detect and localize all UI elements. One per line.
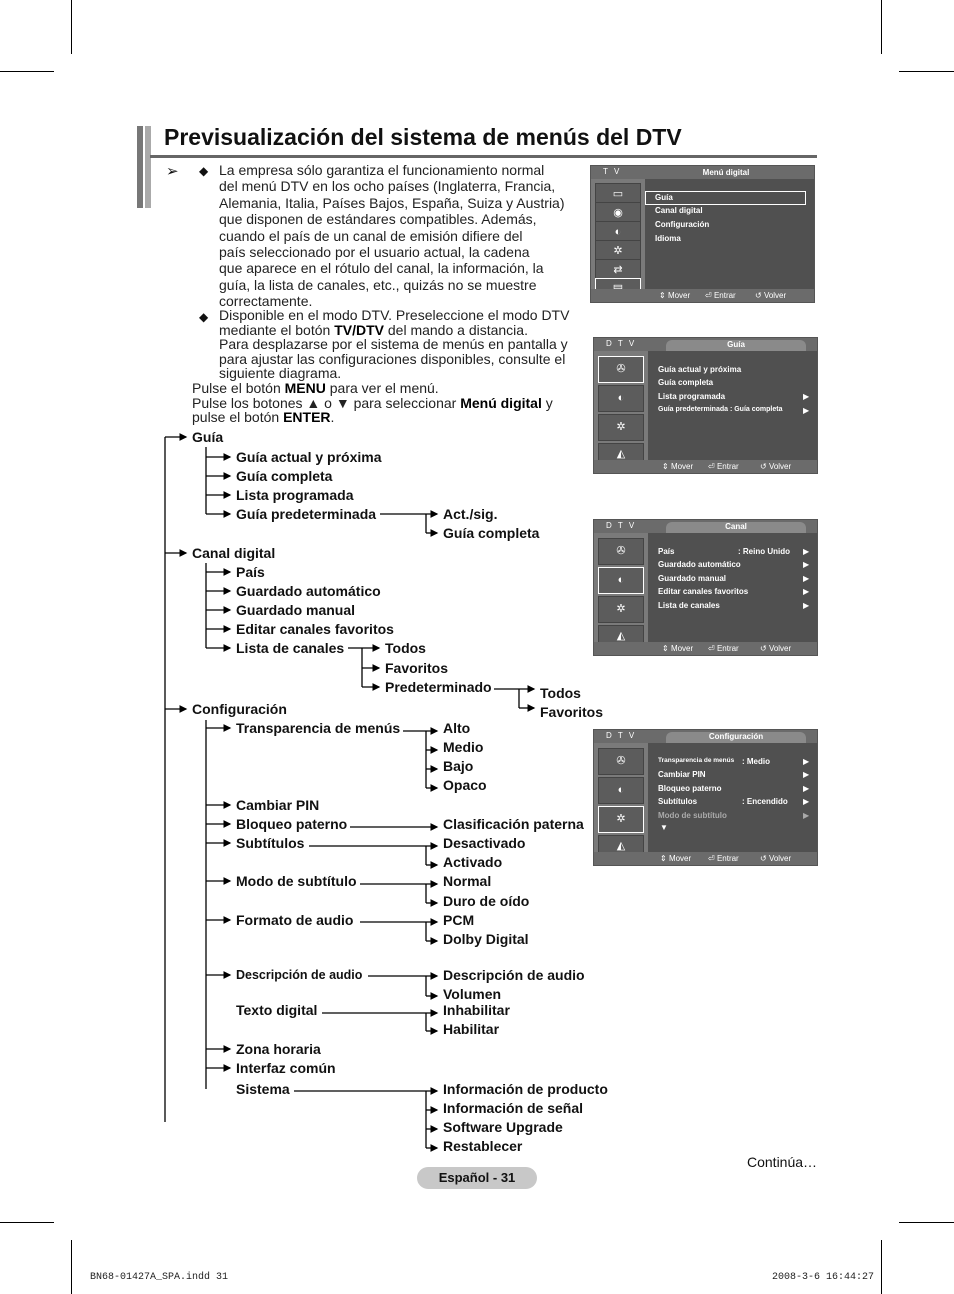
tree-option: Restablecer xyxy=(443,1138,523,1154)
setup-icon: ✲ xyxy=(595,240,641,262)
screen-item[interactable]: Configuración xyxy=(655,220,710,229)
tree-option: Act./sig. xyxy=(443,506,498,522)
tree-option: Software Upgrade xyxy=(443,1119,563,1135)
tree-option: Clasificación paterna xyxy=(443,816,584,832)
tree-canal-item: País xyxy=(236,564,265,580)
intro-bold: TV/DTV xyxy=(334,321,384,338)
move-hint: ⇕ Mover xyxy=(659,291,691,300)
tree-config-item: Zona horaria xyxy=(236,1041,321,1057)
screen-caption: Menú digital xyxy=(702,168,750,177)
intro-line: que aparece en el rótulo del canal, la información, la xyxy=(219,260,544,277)
tree-guia-item: Guía actual y próxima xyxy=(236,449,382,465)
enter-hint: ⏎ Entrar xyxy=(705,291,736,300)
page-number-badge: Español - 31 xyxy=(417,1167,537,1189)
screen-main xyxy=(648,743,817,852)
screen-item[interactable]: Editar canales favoritos xyxy=(658,587,749,596)
submenu-arrow-icon: ▶ xyxy=(803,784,810,793)
submenu-arrow-icon: ▶ xyxy=(803,587,810,596)
screen-mode-tag: D T V xyxy=(606,731,637,740)
enter-label: Entrar xyxy=(716,854,739,863)
continua-label: Continúa… xyxy=(747,1154,818,1170)
tree-config-item: Bloqueo paterno xyxy=(236,816,348,832)
tree-guia-item: Guía completa xyxy=(236,468,333,484)
move-label: Mover xyxy=(667,291,691,300)
screen-item[interactable]: País xyxy=(658,547,675,556)
bullet-diamond-icon: ◆ xyxy=(199,310,209,324)
intro-text: . xyxy=(330,409,335,426)
intro-bold: ENTER xyxy=(283,409,331,426)
tree-canal-digital: Canal digital xyxy=(192,545,276,561)
return-hint: ↺ Volver xyxy=(755,291,787,300)
submenu-arrow-icon: ▶ xyxy=(803,797,810,806)
intro-line: que disponen de estándares compatibles. Además, xyxy=(219,211,537,228)
intro-line: Alemania, Italia, Países Bajos, España, Suiza y Austria) xyxy=(219,194,565,211)
channel-icon: ◐ xyxy=(598,777,644,804)
tree-option: Favoritos xyxy=(385,660,449,676)
return-label: Volver xyxy=(763,291,787,300)
screen-item[interactable]: Lista programada xyxy=(658,392,726,401)
intro-text: Pulse los botones ▲ o ▼ para seleccionar xyxy=(192,394,461,411)
more-down-icon: ▼ xyxy=(660,823,668,832)
tree-option: Favoritos xyxy=(540,704,604,720)
guide-icon: ✇ xyxy=(598,538,644,565)
screen-item[interactable]: Cambiar PIN xyxy=(658,770,706,779)
screen-item[interactable]: Guía actual y próxima xyxy=(658,365,742,374)
screen-caption: Canal xyxy=(666,522,806,534)
tree-canal-item: Guardado automático xyxy=(236,583,381,599)
tree-config-item: Modo de subtítulo xyxy=(236,873,357,889)
intro-line: para ajustar las configuraciones disponibles, consulte el xyxy=(219,350,566,367)
guide-icon: ✇ xyxy=(598,748,644,775)
screen-footer xyxy=(594,852,817,865)
setup-icon: ✲ xyxy=(598,414,644,441)
intro-text: pulse el botón xyxy=(192,409,284,426)
return-label: Volver xyxy=(768,462,792,471)
tree-config-item: Sistema xyxy=(236,1081,290,1097)
submenu-arrow-icon: ▶ xyxy=(803,601,810,610)
screen-item[interactable]: Lista de canales xyxy=(658,601,720,610)
tree-config-item: Cambiar PIN xyxy=(236,797,320,813)
tree-option: Descripción de audio xyxy=(443,967,585,983)
guide-icon: ✇ xyxy=(598,356,644,383)
screen-footer xyxy=(594,642,817,655)
tree-option: Dolby Digital xyxy=(443,931,529,947)
screen-item-value: : Reino Unido xyxy=(738,547,790,556)
sound-icon: ◉ xyxy=(595,202,641,224)
screen-item[interactable]: Canal digital xyxy=(655,206,703,215)
setup-icon: ✲ xyxy=(598,596,644,623)
tree-option: Inhabilitar xyxy=(443,1002,510,1018)
input-icon: ⇄ xyxy=(595,259,641,281)
move-label: Mover xyxy=(668,854,692,863)
screen-item[interactable]: Guía predeterminada : Guía completa xyxy=(658,406,783,413)
tree-option: Información de señal xyxy=(443,1100,584,1116)
move-hint: ⇕ Mover xyxy=(662,644,694,653)
screen-caption: Guía xyxy=(666,340,806,352)
return-hint: ↺ Volver xyxy=(760,854,792,863)
page-title: Previsualización del sistema de menús del DTV xyxy=(164,124,682,150)
intro-line: cuando el país de un canal de emisión difiere del xyxy=(219,227,523,244)
screen-configuracion xyxy=(593,729,818,866)
channel-icon: ◐ xyxy=(598,567,644,594)
tree-guia-item: Lista programada xyxy=(236,487,354,503)
screen-main xyxy=(645,179,814,289)
intro-bold: MENU xyxy=(284,380,326,396)
screen-item[interactable]: Bloqueo paterno xyxy=(658,784,722,793)
screen-mode-tag: T V xyxy=(603,167,622,176)
intro-line: del menú DTV en los ocho países (Inglaterra, Francia, xyxy=(219,178,556,195)
intro-bold: Menú digital xyxy=(460,394,542,411)
bullet-diamond-icon: ◆ xyxy=(199,164,209,178)
setup-icon: ✲ xyxy=(598,806,644,833)
tree-guia: Guía xyxy=(192,429,224,445)
intro-text: del mando a distancia. xyxy=(383,321,528,338)
channel-icon: ◐ xyxy=(598,385,644,412)
channel-icon: ◐ xyxy=(595,221,641,243)
submenu-arrow-icon: ▶ xyxy=(803,392,810,401)
move-label: Mover xyxy=(670,644,694,653)
intro-line: guía, la lista de canales, etc., quizás no se muestre xyxy=(219,276,537,293)
enter-hint: ⏎ Entrar xyxy=(708,644,739,653)
screen-mode-tag: D T V xyxy=(606,339,637,348)
screen-main xyxy=(648,533,817,642)
screen-footer xyxy=(591,289,814,302)
submenu-arrow-icon: ▶ xyxy=(803,406,810,415)
intro-line: Para desplazarse por el sistema de menús en pantalla y xyxy=(219,336,568,353)
picture-icon: ▭ xyxy=(595,183,641,205)
tree-option: Medio xyxy=(443,739,484,755)
submenu-arrow-icon: ▶ xyxy=(803,770,810,779)
tree-option: Duro de oído xyxy=(443,893,530,909)
tree-guia-item: Guía predeterminada xyxy=(236,506,377,522)
intro-line: La empresa sólo garantiza el funcionamiento normal xyxy=(219,162,545,178)
enter-hint: ⏎ Entrar xyxy=(708,462,739,471)
tree-config-item: Interfaz común xyxy=(236,1060,336,1076)
submenu-arrow-icon: ▶ xyxy=(803,547,810,556)
screen-item[interactable]: Transparencia de menús xyxy=(658,757,735,764)
tree-canal-item: Editar canales favoritos xyxy=(236,621,394,637)
tree-option: Guía completa xyxy=(443,525,540,541)
intro-line: siguiente diagrama. xyxy=(219,365,342,382)
enter-hint: ⏎ Entrar xyxy=(708,854,739,863)
move-label: Mover xyxy=(670,462,694,471)
screen-main xyxy=(648,351,817,460)
screen-item[interactable]: Guía xyxy=(655,193,673,202)
tree-config-item: Formato de audio xyxy=(236,912,354,928)
screen-sidebar xyxy=(594,351,648,460)
screen-item-value: : Encendido xyxy=(742,797,788,806)
tree-option: Predeterminado xyxy=(385,679,492,695)
tree-option: Alto xyxy=(443,720,471,736)
intro-line: correctamente. xyxy=(219,293,313,310)
tree-option: Habilitar xyxy=(443,1021,500,1037)
screen-menu-digital xyxy=(590,165,815,303)
submenu-arrow-icon: ▶ xyxy=(803,811,810,820)
tree-config-item: Subtítulos xyxy=(236,835,305,851)
intro-text: mediante el botón xyxy=(219,321,335,338)
submenu-arrow-icon: ▶ xyxy=(803,574,810,583)
screen-item[interactable]: Idioma xyxy=(655,234,681,243)
enter-label: Entrar xyxy=(716,644,739,653)
screen-item[interactable]: Guardado automático xyxy=(658,560,741,569)
screen-item[interactable]: Guardado manual xyxy=(658,574,727,583)
tree-option: Opaco xyxy=(443,777,487,793)
screen-item[interactable]: Modo de subtítulo xyxy=(658,811,727,820)
screen-item[interactable]: Guía completa xyxy=(658,378,714,387)
tree-config-item: Texto digital xyxy=(236,1002,318,1018)
language-icon: ◭ xyxy=(598,443,644,466)
language-icon: ◭ xyxy=(598,625,644,648)
screen-mode-tag: D T V xyxy=(606,521,637,530)
screen-sidebar xyxy=(591,179,645,289)
submenu-arrow-icon: ▶ xyxy=(803,560,810,569)
screen-sidebar xyxy=(594,743,648,852)
return-label: Volver xyxy=(768,854,792,863)
tree-option: PCM xyxy=(443,912,475,928)
tree-canal-item: Guardado manual xyxy=(236,602,356,618)
intro-line: Disponible en el modo DTV. Preseleccione el modo DTV xyxy=(219,307,570,323)
tree-option: Normal xyxy=(443,873,492,889)
print-date-info: 2008-3-6 16:44:27 xyxy=(772,1272,875,1283)
note-arrow-icon: ➢ xyxy=(166,163,179,180)
tree-option: Volumen xyxy=(443,986,502,1002)
screen-guia xyxy=(593,337,818,474)
intro-text: y xyxy=(541,394,553,411)
tree-option: Información de producto xyxy=(443,1081,608,1097)
enter-label: Entrar xyxy=(713,291,736,300)
intro-text: Pulse el botón xyxy=(192,380,285,396)
move-hint: ⇕ Mover xyxy=(660,854,692,863)
return-label: Volver xyxy=(768,644,792,653)
intro-text: para ver el menú. xyxy=(325,380,439,396)
submenu-arrow-icon: ▶ xyxy=(803,757,810,766)
tree-option: Bajo xyxy=(443,758,474,774)
tree-canal-item: Lista de canales xyxy=(236,640,345,656)
screen-item-value: : Medio xyxy=(742,757,770,766)
tree-option: Todos xyxy=(540,685,581,701)
print-file-info: BN68-01427A_SPA.indd 31 xyxy=(90,1272,229,1283)
tree-option: Activado xyxy=(443,854,503,870)
tree-config-item: Transparencia de menús xyxy=(236,720,401,736)
tree-configuracion: Configuración xyxy=(192,701,287,717)
tree-option: Todos xyxy=(385,640,426,656)
screen-item[interactable]: Subtítulos xyxy=(658,797,698,806)
intro-line: país seleccionado por el usuario actual, la cadena xyxy=(219,244,530,261)
screen-canal xyxy=(593,519,818,656)
move-hint: ⇕ Mover xyxy=(662,462,694,471)
tree-config-item: Descripción de audio xyxy=(236,968,363,982)
return-hint: ↺ Volver xyxy=(760,462,792,471)
return-hint: ↺ Volver xyxy=(760,644,792,653)
language-icon: ◭ xyxy=(598,835,644,858)
tree-option: Desactivado xyxy=(443,835,526,851)
screen-footer xyxy=(594,460,817,473)
screen-sidebar xyxy=(594,533,648,642)
enter-label: Entrar xyxy=(716,462,739,471)
screen-caption: Configuración xyxy=(666,732,806,744)
